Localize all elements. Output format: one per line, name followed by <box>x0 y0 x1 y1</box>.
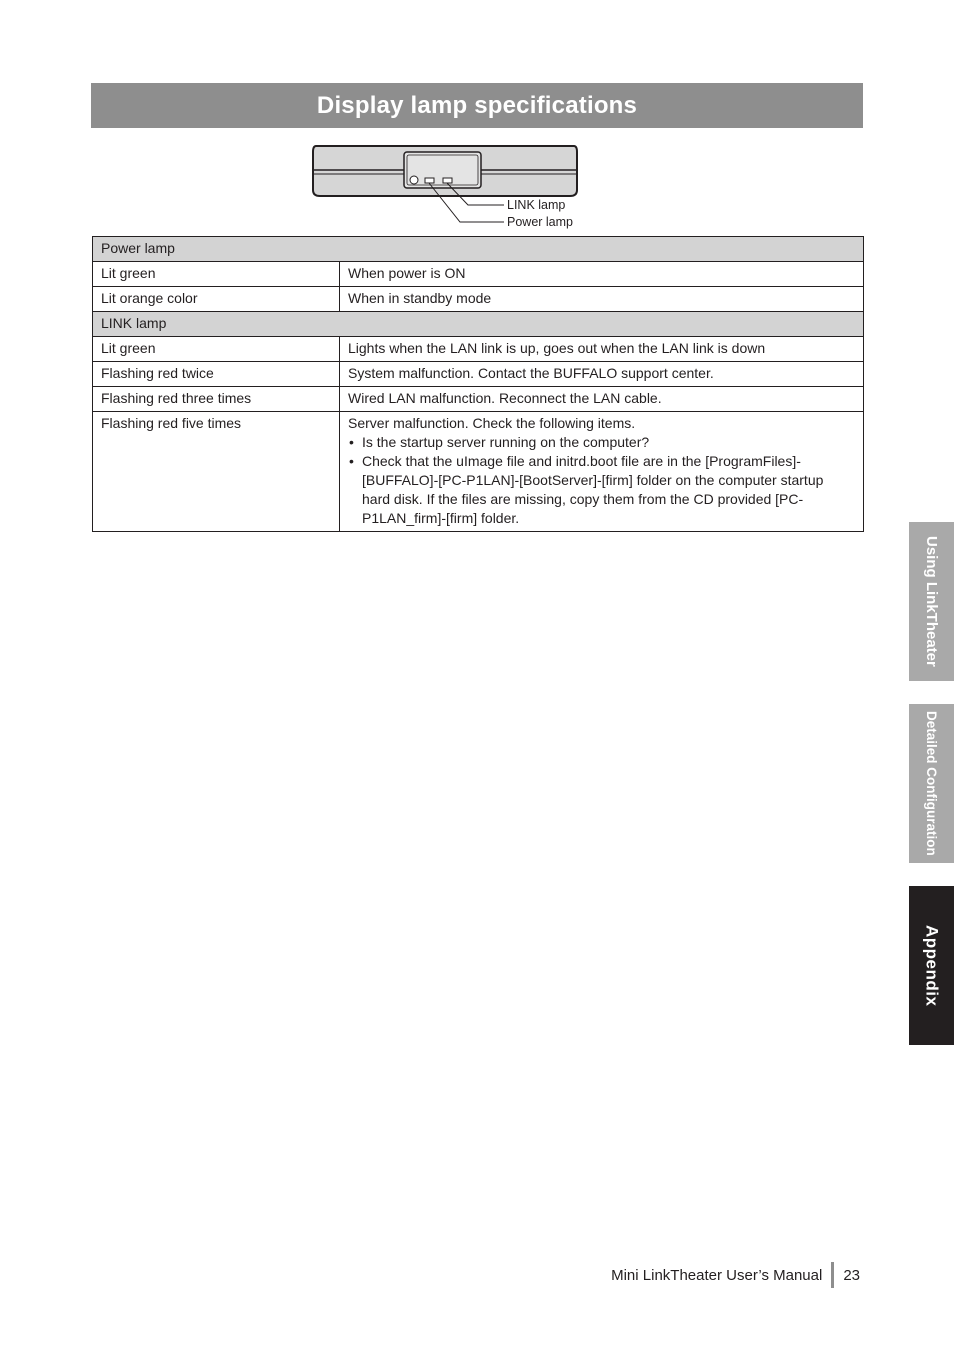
manual-title: Mini LinkTheater User’s Manual <box>611 1266 823 1284</box>
section-title-power-lamp: Power lamp <box>93 237 864 262</box>
section-title-link-lamp: LINK lamp <box>93 312 864 337</box>
section-header-row <box>93 312 864 337</box>
lamp-spec-table <box>92 236 864 532</box>
side-tab-label: Using LinkTheater <box>923 536 940 667</box>
side-tab-label: Detailed Configuration <box>924 711 939 856</box>
footer-divider <box>831 1262 834 1288</box>
section-header-row <box>93 237 864 262</box>
lamp-state-cell: Flashing red five times <box>93 412 340 532</box>
lamp-state-cell: Lit orange color <box>93 287 340 312</box>
side-tab-appendix[interactable] <box>909 886 954 1045</box>
lamp-meaning-cell: Wired LAN malfunction. Reconnect the LAN cable. <box>340 387 864 412</box>
table-row <box>93 287 864 312</box>
page-number: 23 <box>843 1266 860 1284</box>
lamp-meaning-cell: Lights when the LAN link is up, goes out when the LAN link is down <box>340 337 864 362</box>
link-lamp-callout: LINK lamp <box>507 198 566 212</box>
table-row <box>93 387 864 412</box>
check-items-list <box>348 433 855 528</box>
side-tab-detailed-configuration[interactable] <box>909 704 954 863</box>
side-tab-label: Appendix <box>922 924 942 1007</box>
lamp-state-cell: Flashing red three times <box>93 387 340 412</box>
lamp-meaning-cell <box>340 412 864 532</box>
list-item: • Is the startup server running on the computer? <box>348 433 855 452</box>
lamp-state-cell: Flashing red twice <box>93 362 340 387</box>
table-row <box>93 412 864 532</box>
power-lamp-callout: Power lamp <box>507 215 573 229</box>
lamp-state-cell: Lit green <box>93 337 340 362</box>
page-footer <box>560 1262 860 1288</box>
list-item: • Check that the uImage file and initrd.boot file are in the [ProgramFiles]-[BUFFALO]-[PC-P1LAN]-[BootServer]-[firm] folder on the computer startup hard disk. If the files are missing, copy them from the CD provided [PC-P1LAN_firm]-[firm] folder. <box>348 452 855 528</box>
lamp-meaning-cell: When in standby mode <box>340 287 864 312</box>
meaning-text: Server malfunction. Check the following items. <box>348 415 636 431</box>
side-tab-using-linktheater[interactable] <box>909 522 954 681</box>
lamp-meaning-cell: When power is ON <box>340 262 864 287</box>
table-row <box>93 262 864 287</box>
lamp-state-cell: Lit green <box>93 262 340 287</box>
table-row <box>93 362 864 387</box>
page-title: Display lamp specifications <box>91 83 863 128</box>
table-row <box>93 337 864 362</box>
device-front-illustration <box>300 140 600 235</box>
lamp-meaning-cell: System malfunction. Contact the BUFFALO support center. <box>340 362 864 387</box>
